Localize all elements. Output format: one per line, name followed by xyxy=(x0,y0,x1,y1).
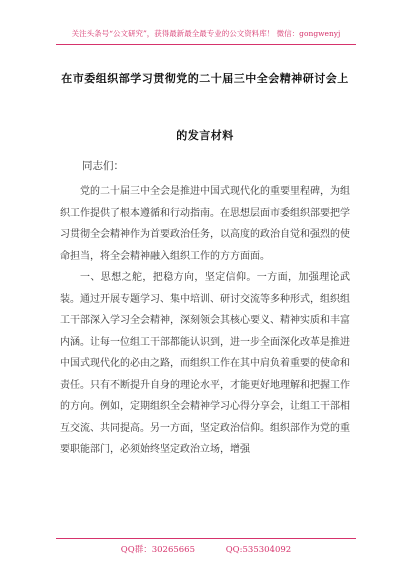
footer-qq-group: QQ群：30265665 xyxy=(120,545,195,555)
document-title-line-1: 在市委组织部学习贯彻党的二十届三中全会精神研讨会上 xyxy=(61,72,349,85)
paragraph-section-1: 一、思想之舵，把稳方向，坚定信仰。一方面，加强理论武装。通过开展专题学习、集中培训、研讨交流等多种形式，组织组工干部深入学习全会精神，深刻领会其核心要义、精神实质和丰富内涵。让每一位组工干部都能认识到，进一步全面深化改革是推进中国式现代化的必由之路，而组织工作在其中肩负着重要的使命和责任。只有不断提升自身的理论水平，才能更好地理解和把握工作的方向。例如，定期组织全会精神学习心得分享会，让组工干部相互交流、共同提高。另一方面，坚定政治信仰。组织部作为党的重要职能部门，必须始终坚定政治立场，增强 xyxy=(60,272,350,455)
footer-divider xyxy=(56,538,356,539)
document-title-line-2: 的发言材料 xyxy=(176,129,234,142)
header-notice: 关注头条号“公文研究”，获得最新最全最专业的公文资料库！ 微信：gongwenyj xyxy=(71,29,341,38)
salutation: 同志们： xyxy=(82,160,124,172)
header-divider xyxy=(56,44,356,45)
paragraph-intro: 党的二十届三中全会是推进中国式现代化的重要里程碑，为组织工作提供了根本遵循和行动指南。在思想层面市委组织部要把学习贯彻全会精神作为首要政治任务，以高度的政治自觉和强烈的使命担当，将全会精神融入组织工作的方方面面。 xyxy=(60,186,350,262)
footer-qq: QQ:535304092 xyxy=(225,545,292,555)
document-body xyxy=(60,181,350,533)
footer-contact xyxy=(56,543,356,555)
